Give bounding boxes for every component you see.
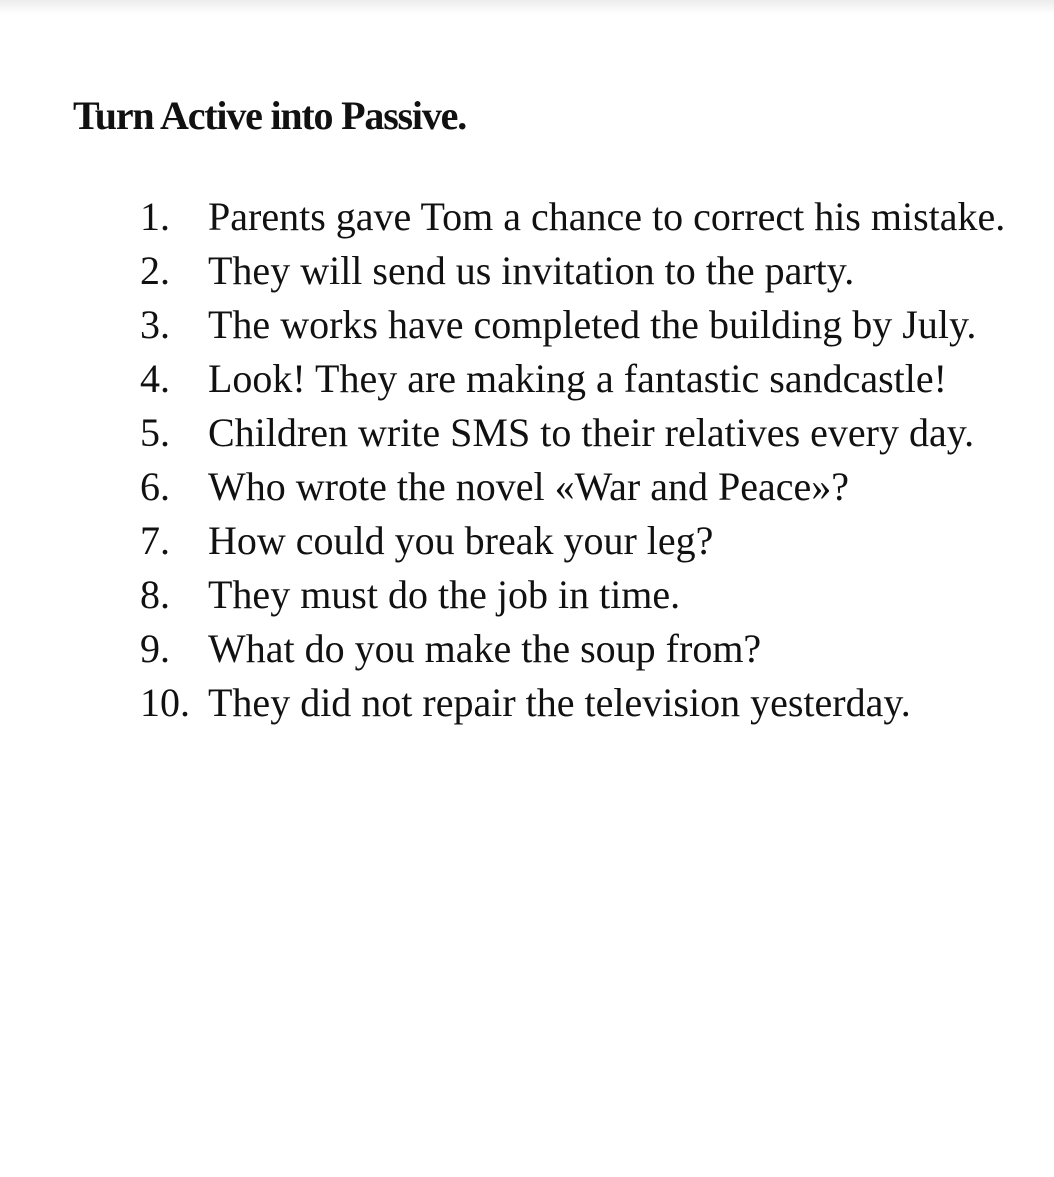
list-item <box>140 298 1010 352</box>
list-item <box>140 514 1010 568</box>
item-text: How could you break your leg? <box>208 518 714 563</box>
item-number: 5. <box>140 410 170 455</box>
list-item <box>140 568 1010 622</box>
item-text: Who wrote the novel «War and Peace»? <box>208 464 849 509</box>
item-number: 2. <box>140 248 170 293</box>
item-number: 1. <box>140 194 170 239</box>
item-number: 7. <box>140 518 170 563</box>
item-number: 9. <box>140 626 170 671</box>
list-item <box>140 622 1010 676</box>
item-number: 3. <box>140 302 170 347</box>
item-text: Look! They are making a fantastic sandcastle! <box>208 356 947 401</box>
list-item <box>140 190 1010 244</box>
list-item <box>140 460 1010 514</box>
item-text: They did not repair the television yesterday. <box>208 680 911 725</box>
item-number: 4. <box>140 356 170 401</box>
item-text: Children write SMS to their relatives every day. <box>208 410 975 455</box>
item-number: 6. <box>140 464 170 509</box>
list-item <box>140 676 1010 730</box>
item-text: The works have completed the building by July. <box>208 302 977 347</box>
exercise-list <box>140 190 1010 730</box>
item-text: What do you make the soup from? <box>208 626 762 671</box>
list-item <box>140 244 1010 298</box>
exercise-title: Turn Active into Passive. <box>73 93 466 138</box>
item-text: They must do the job in time. <box>208 572 681 617</box>
list-item <box>140 406 1010 460</box>
item-text: Parents gave Tom a chance to correct his mistake. <box>208 194 1006 239</box>
item-number: 10. <box>140 680 190 725</box>
item-text: They will send us invitation to the party. <box>208 248 855 293</box>
list-item <box>140 352 1010 406</box>
item-number: 8. <box>140 572 170 617</box>
